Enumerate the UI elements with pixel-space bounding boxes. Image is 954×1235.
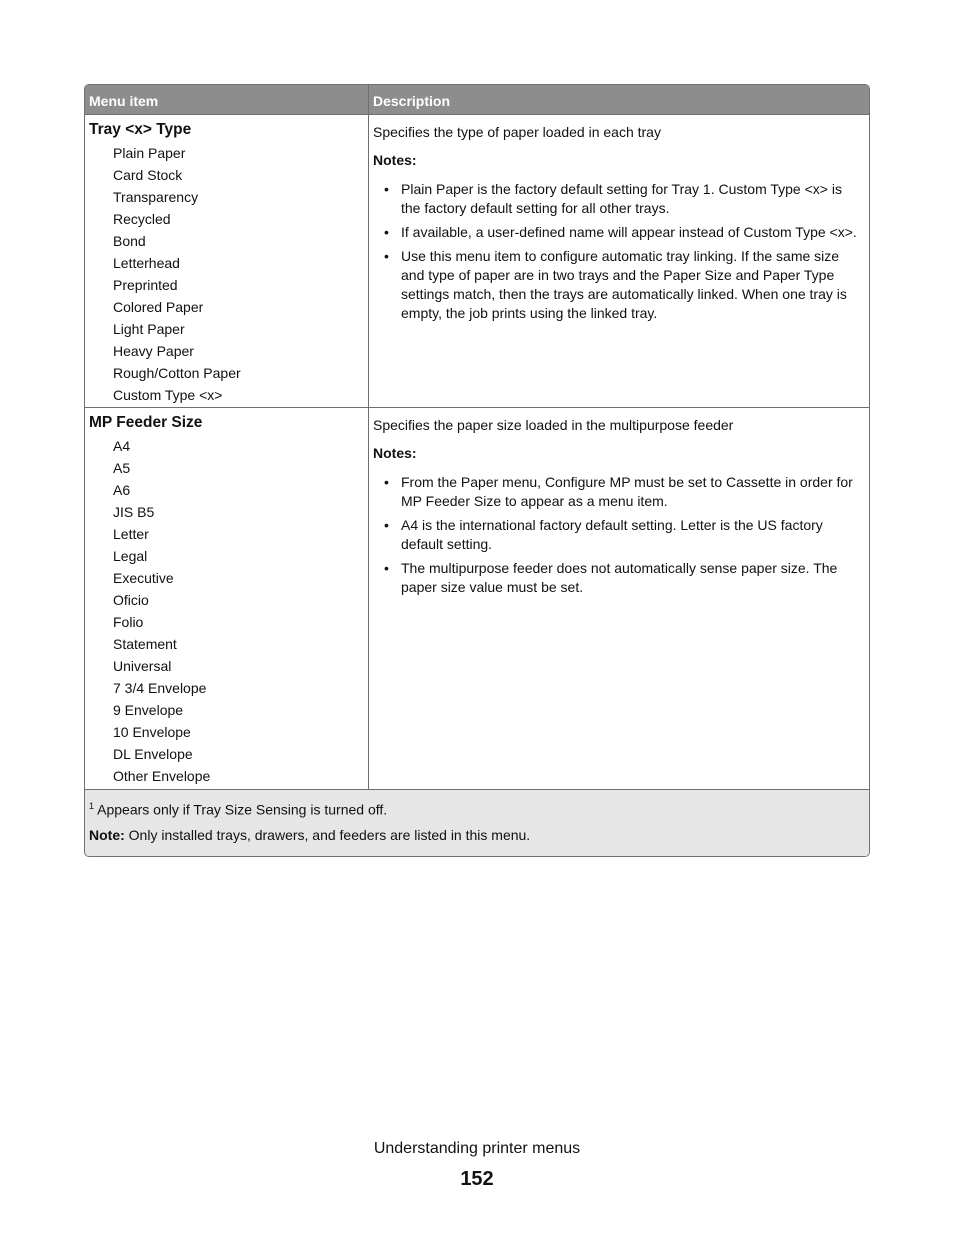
menu-option: Light Paper [113,321,185,337]
description-text: Specifies the paper size loaded in the multipurpose feeder [373,417,734,433]
menu-option: Letter [113,526,149,542]
page-footer [0,1139,954,1190]
menu-option: Other Envelope [113,768,211,784]
note-item: • Use this menu item to configure automatic tray linking. If the same size and type of paper are in two trays and the Paper Size and Paper Type settings match, then the trays are automatically linked. When one tray is empty, the job prints using the linked tray. [373,247,865,323]
note-item: • If available, a user-defined name will appear instead of Custom Type <x>. [373,223,865,242]
menu-option: DL Envelope [113,746,193,762]
menu-option: Oficio [113,592,149,608]
menu-option: Plain Paper [113,145,186,161]
menu-option: Legal [113,548,148,564]
header-description: Description [373,93,451,109]
notes-list [373,180,865,323]
menu-option: A5 [113,460,131,476]
menu-option: 10 Envelope [113,724,191,740]
footnote [89,797,865,820]
note-item: • The multipurpose feeder does not automatically sense paper size. The paper size value must be set. [373,559,865,597]
description-cell [369,115,869,407]
note-text: Only installed trays, drawers, and feeders are listed in this menu. [128,826,531,843]
menu-option: Universal [113,658,172,674]
description-text: Specifies the type of paper loaded in each tray [373,124,661,140]
table-note [89,826,865,845]
menu-option: Custom Type <x> [113,387,223,403]
menu-item-title: Tray <x> Type [89,121,192,138]
menu-option: Letterhead [113,255,180,271]
menu-option: Card Stock [113,167,183,183]
menu-option: 9 Envelope [113,702,184,718]
table-row-tray-type [85,114,869,407]
notes-list [373,473,865,597]
page-number: 152 [460,1168,494,1190]
menu-option: Recycled [113,211,171,227]
note-item: • From the Paper menu, Configure MP must be set to Cassette in order for MP Feeder Size to appear as a menu item. [373,473,865,511]
menu-item-cell [85,408,369,789]
menu-table [84,84,870,857]
menu-option: Preprinted [113,277,178,293]
menu-item-title: MP Feeder Size [89,414,203,431]
note-item: • Plain Paper is the factory default setting for Tray 1. Custom Type <x> is the factory default setting for all other trays. [373,180,865,218]
menu-option: Statement [113,636,177,652]
menu-option: Folio [113,614,144,630]
note-label: Note: [89,826,125,843]
description-cell [369,408,869,789]
notes-label: Notes: [373,152,417,168]
menu-option: A4 [113,438,131,454]
menu-option: Transparency [113,189,199,205]
table-footnotes [85,789,869,856]
menu-option: Executive [113,570,174,586]
menu-item-cell [85,115,369,407]
footnote-text: Appears only if Tray Size Sensing is turned off. [97,801,388,818]
menu-option: Rough/Cotton Paper [113,365,241,381]
menu-option: JIS B5 [113,504,155,520]
menu-option: Heavy Paper [113,343,194,359]
notes-label: Notes: [373,445,417,461]
table-header [85,85,869,114]
menu-option: 7 3/4 Envelope [113,680,207,696]
note-item: • A4 is the international factory default setting. Letter is the US factory default setting. [373,516,865,554]
menu-option: Colored Paper [113,299,204,315]
menu-option: Bond [113,233,146,249]
footnote-marker: 1 [89,801,95,811]
header-menu-item: Menu item [85,85,369,114]
section-name: Understanding printer menus [373,1140,581,1157]
table-row-mp-feeder-size [85,407,869,789]
menu-option: A6 [113,482,131,498]
